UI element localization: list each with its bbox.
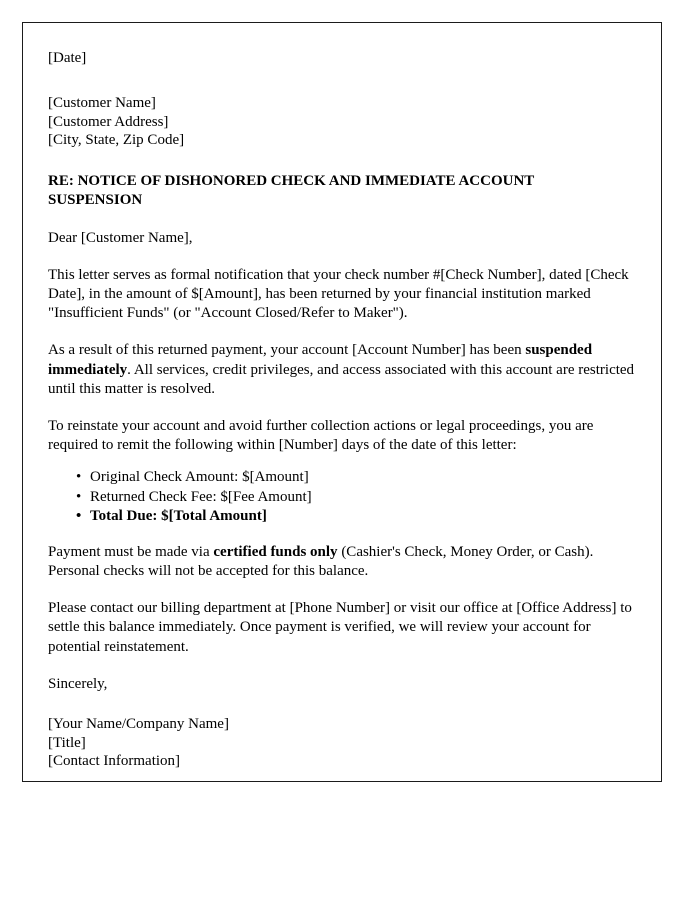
list-item: • Total Due: $[Total Amount] — [90, 507, 637, 527]
spacer-after-list — [48, 527, 637, 543]
closing-salutation: Sincerely, — [48, 675, 108, 692]
payment-text-lead: Payment must be made via — [48, 543, 214, 560]
paragraph-payment-method — [48, 543, 637, 581]
spacer-after-paragraph-1 — [48, 323, 637, 341]
letter-page-frame — [22, 22, 662, 782]
payment-text-tail: (Cashier's Check, Money Order, or Cash). Personal checks will not be accepted for this balance. — [48, 543, 594, 580]
spacer-after-salutation — [48, 248, 637, 266]
spacer-before-signature — [48, 694, 637, 715]
signature-block — [48, 715, 637, 771]
signer-name: [Your Name/Company Name] — [48, 716, 229, 733]
salutation: Dear [Customer Name], — [48, 229, 193, 246]
recipient-name: [Customer Name] — [48, 95, 156, 111]
spacer-before-list — [48, 455, 637, 468]
letter-date: [Date] — [48, 50, 87, 66]
spacer-after-subject — [48, 210, 637, 229]
suspension-emphasis: suspended immediately — [48, 342, 593, 378]
suspension-text-lead: As a result of this returned payment, your account [Account Number] has been — [48, 342, 526, 359]
recipient-street: [Customer Address] — [48, 113, 169, 130]
paragraph-reinstatement-terms: To reinstate your account and avoid further collection actions or legal proceedings, you are required to remit the following within [Number] days of the date of this letter: — [48, 417, 594, 454]
spacer-after-paragraph-4 — [48, 581, 637, 599]
subject-heading: RE: NOTICE OF DISHONORED CHECK AND IMMEDIATE ACCOUNT SUSPENSION — [48, 172, 535, 208]
paragraph-returned-check-notice: This letter serves as formal notification that your check number #[Check Number], dated [Check Date], in the amount of $[Amount], has been returned by your financial institution marked "Insufficient Funds" (or "Account Closed/Refer to Maker"). — [48, 266, 629, 322]
paragraph-contact-billing: Please contact our billing department at [Phone Number] or visit our office at [Office Address] to settle this balance immediately. Once payment is verified, we will review your account for potential reinstatement. — [48, 600, 632, 655]
list-item: • Original Check Amount: $[Amount] — [90, 468, 637, 488]
payment-emphasis: certified funds only — [213, 543, 338, 560]
spacer-after-address — [48, 150, 637, 172]
spacer-after-paragraph-2 — [48, 399, 637, 417]
spacer-before-closing — [48, 657, 637, 675]
signer-contact: [Contact Information] — [48, 753, 181, 770]
signer-title: [Title] — [48, 734, 86, 751]
list-item: • Returned Check Fee: $[Fee Amount] — [90, 488, 637, 508]
recipient-address-block — [48, 94, 637, 150]
recipient-city-state-zip: [City, State, Zip Code] — [48, 132, 185, 148]
suspension-text-tail: . All services, credit privileges, and access associated with this account are restricted until this matter is resolved. — [48, 361, 635, 397]
letter-body — [23, 23, 661, 771]
paragraph-account-suspension — [48, 341, 637, 399]
spacer-after-date — [48, 68, 637, 94]
amount-due-list — [48, 468, 637, 527]
